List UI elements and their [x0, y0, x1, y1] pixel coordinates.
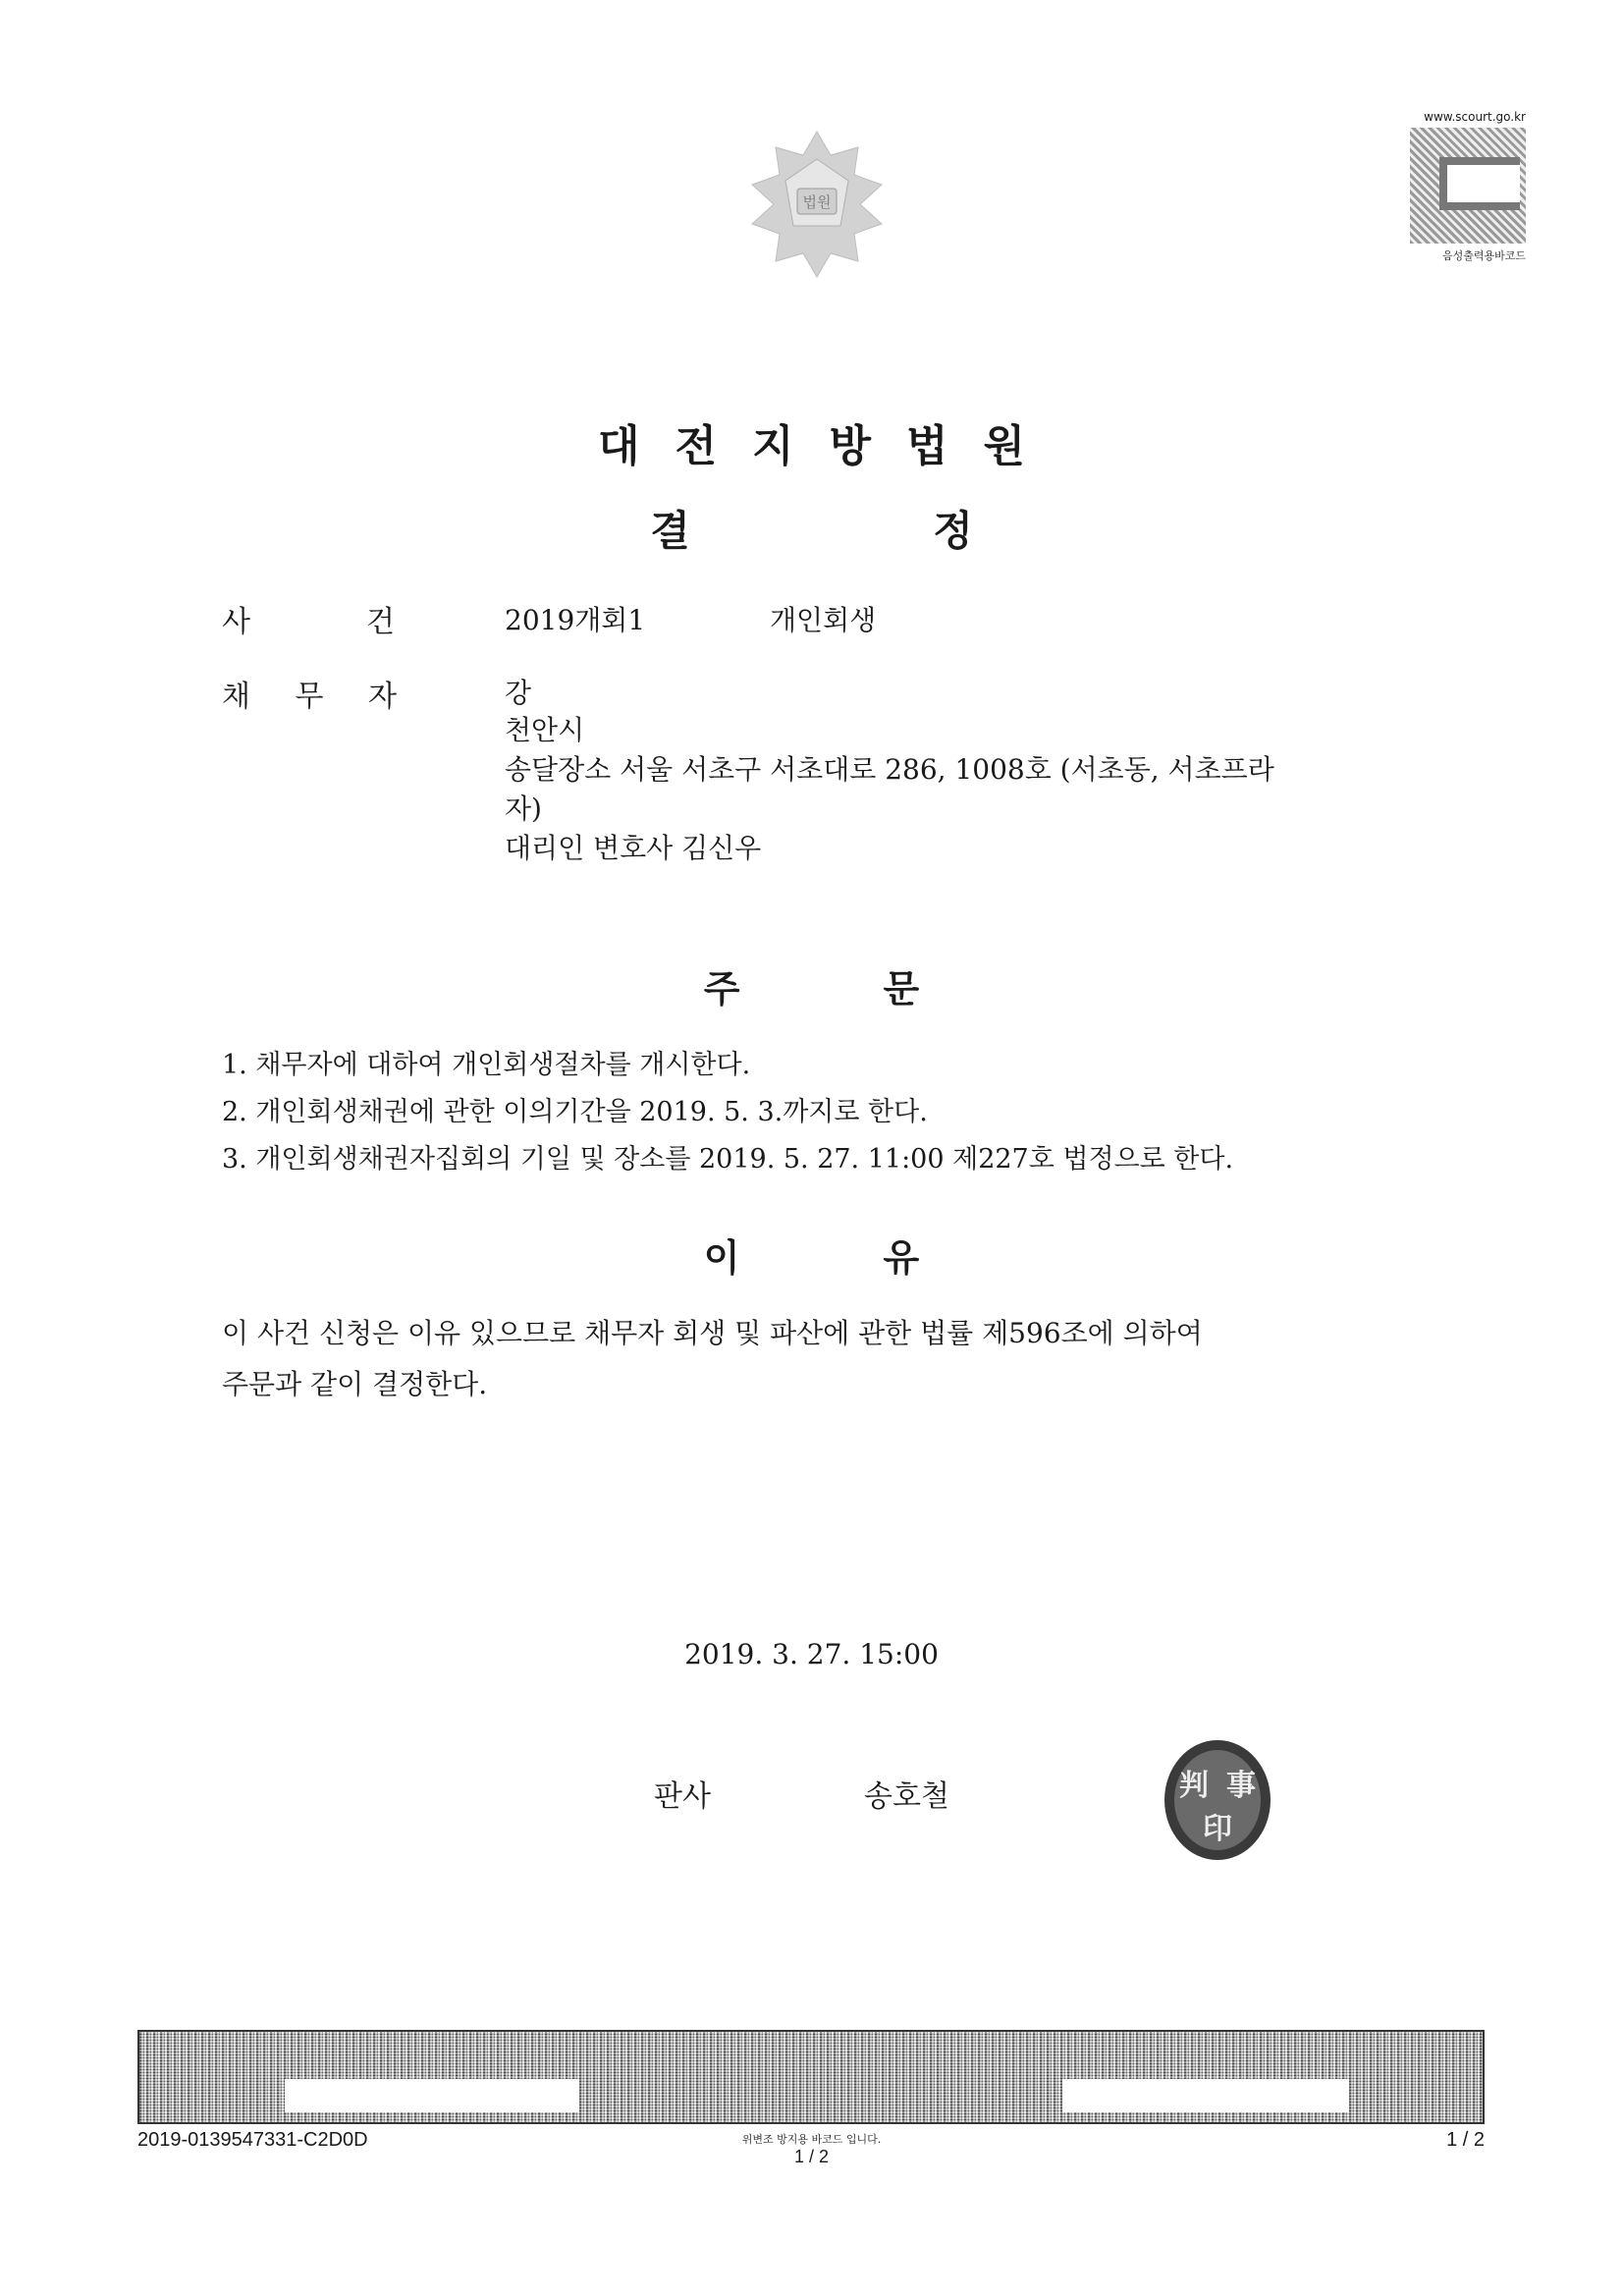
order-heading: 주 문 [703, 967, 920, 1011]
svg-text:事: 事 [1226, 1769, 1256, 1803]
court-name: 대전지방법원 [597, 421, 1061, 471]
page-number-right: 1 / 2 [1446, 2129, 1485, 2151]
reason-heading: 이 유 [703, 1236, 920, 1280]
document-type [0, 499, 1623, 558]
case-number: 2019개회1 [505, 604, 646, 636]
emblem-text: 법원 [802, 193, 832, 211]
legal-representative: 대리인 변호사 김신우 [505, 832, 762, 864]
anti-forgery-barcode-icon [137, 2030, 1485, 2124]
debtor-name: 강 [505, 677, 532, 709]
svg-text:印: 印 [1203, 1812, 1232, 1846]
audio-barcode-icon [1410, 128, 1526, 244]
delivery-address-line2: 자) [505, 793, 542, 825]
judge-label: 판사 [654, 1779, 711, 1814]
order-item-1: 1. 채무자에 대하여 개인회생절차를 개시한다. [222, 1050, 751, 1080]
judge-name: 송호철 [864, 1779, 949, 1814]
order-item-3: 3. 개인회생채권자집회의 기일 및 장소를 2019. 5. 27. 11:00 제227호 법정으로 한다. [222, 1144, 1234, 1175]
debtor-address: 천안시 [505, 714, 585, 746]
debtor-label: 채 무 자 [222, 680, 397, 714]
page-number-center: 1 / 2 [793, 2147, 830, 2166]
delivery-address-line1: 송달장소 서울 서초구 서초대로 286, 1008호 (서초동, 서초프라 [505, 753, 1274, 786]
reason-line-1: 이 사건 신청은 이유 있으므로 채무자 회생 및 파산에 관한 법률 제596조에 의하여 [222, 1317, 1203, 1349]
judge-seal-icon [1161, 1736, 1274, 1864]
verification-code-block [1392, 110, 1526, 263]
document-type-left: 결 [650, 507, 690, 555]
reason-line-2: 주문과 같이 결정한다. [222, 1368, 488, 1400]
court-url: www.scourt.go.kr [1424, 110, 1526, 124]
audio-barcode-caption: 음성출력용바코드 [1441, 249, 1526, 262]
order-item-2: 2. 개인회생채권에 관한 이의기간을 2019. 5. 3.까지로 한다. [222, 1097, 928, 1127]
barcode-note: 위변조 방지용 바코드 입니다. [741, 2133, 882, 2146]
svg-text:判: 判 [1179, 1769, 1209, 1803]
case-type: 개인회생 [770, 604, 877, 636]
document-type-right: 정 [933, 507, 973, 555]
decision-date: 2019. 3. 27. 15:00 [684, 1638, 939, 1670]
case-label: 사 건 [222, 605, 395, 639]
court-emblem-icon [738, 126, 895, 283]
document-id: 2019-0139547331-C2D0D [137, 2129, 368, 2151]
